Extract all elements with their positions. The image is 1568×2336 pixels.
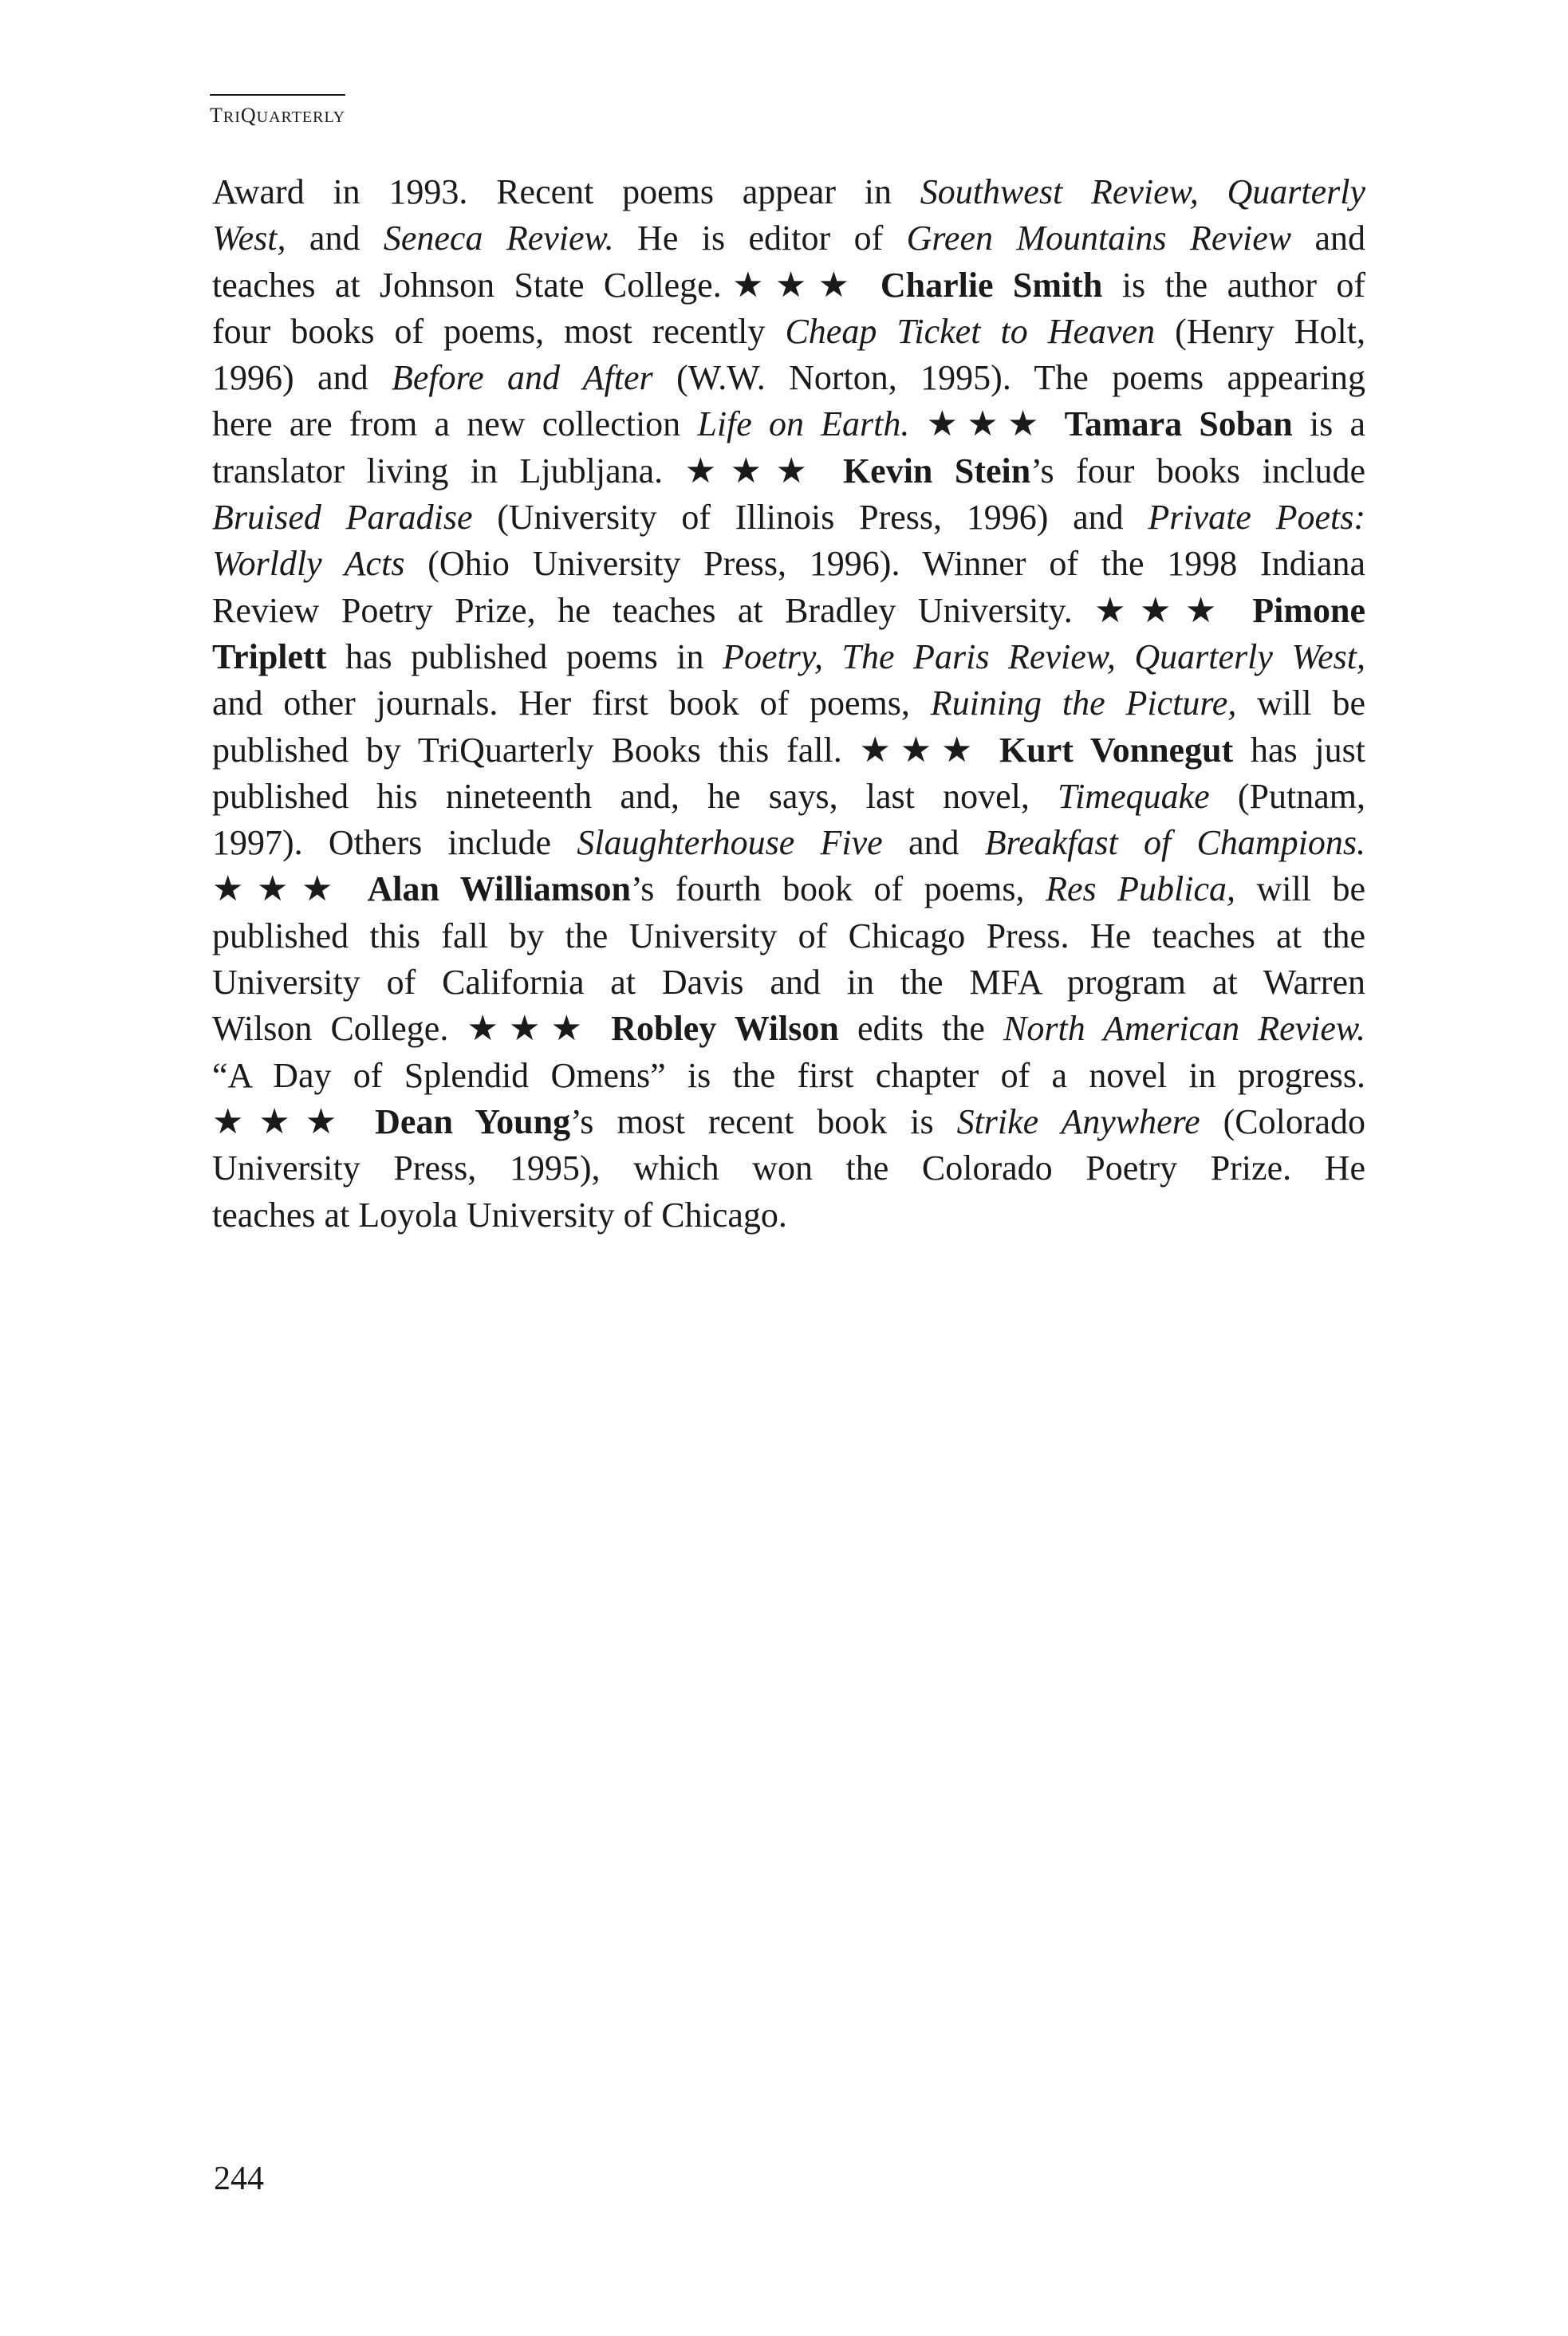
running-head <box>210 94 345 128</box>
title-italic: Green Mountains Review <box>906 219 1292 258</box>
text-run: is the author of <box>1102 265 1365 305</box>
text-run: has published poems in <box>326 636 723 676</box>
title-italic: Timequake <box>1058 776 1210 816</box>
text-run: 1997). Others include <box>212 823 577 863</box>
text-run: and <box>882 823 985 863</box>
contributor-name: Kevin Stein <box>842 451 1031 490</box>
text-run: Review Poetry Prize, he teaches at Bradley University. <box>212 590 1095 630</box>
star-separator-icon: ★★★ <box>926 404 1048 444</box>
title-italic: Breakfast of Champions. <box>984 823 1365 863</box>
title-italic: Slaughterhouse Five <box>577 823 883 863</box>
running-head-q: Q <box>240 104 257 127</box>
text-run: published by TriQuarterly Books this fall. <box>212 730 860 770</box>
text-line <box>212 1192 1365 1239</box>
text-run: Wilson College. <box>212 1009 467 1049</box>
text-run: ’s fourth book of poems, <box>631 869 1046 909</box>
text-line <box>212 774 1365 820</box>
text-line <box>212 541 1365 587</box>
contributor-name: Robley Wilson <box>611 1009 839 1049</box>
text-run: four books of poems, most recently <box>212 311 786 351</box>
star-separator-icon: ★★★ <box>1094 590 1231 630</box>
contributor-name: Triplett <box>212 636 327 676</box>
title-italic: West, <box>212 219 286 258</box>
contributor-name: Kurt Vonnegut <box>999 730 1234 770</box>
text-line <box>212 588 1365 634</box>
text-run: University Press, 1995), which won the Colorado Poetry Prize. He <box>212 1148 1365 1188</box>
text-run: (W.W. Norton, 1995). The poems appearing <box>652 358 1365 398</box>
star-separator-icon: ★★★ <box>721 265 861 305</box>
text-line <box>212 866 1365 912</box>
text-line <box>212 913 1365 959</box>
text-run: translator living in Ljubljana. <box>212 451 685 490</box>
text-run <box>352 1102 375 1141</box>
text-run: Award in 1993. Recent poems appear in <box>212 172 920 211</box>
text-run: is a <box>1292 404 1366 444</box>
text-run: He is editor of <box>613 219 907 258</box>
text-run <box>1047 404 1064 443</box>
contributor-notes-text <box>212 169 1365 1239</box>
text-run: (University of Illinois Press, 1996) and <box>472 498 1148 538</box>
contributor-name: Charlie Smith <box>880 265 1103 305</box>
text-run: will be <box>1235 869 1366 909</box>
text-run: published this fall by the University of Chicago Press. He teaches at the <box>212 916 1365 955</box>
title-italic: Res Publica, <box>1046 869 1235 909</box>
text-line <box>212 355 1365 401</box>
text-run: (Ohio University Press, 1996). Winner of the 1998 Indiana <box>404 544 1365 584</box>
text-line <box>212 959 1365 1006</box>
text-run: has just <box>1233 730 1365 770</box>
text-line <box>212 680 1365 727</box>
text-run <box>821 451 843 490</box>
text-run: edits the <box>838 1009 1004 1049</box>
text-run: (Henry Holt, <box>1155 311 1365 351</box>
text-run: and other journals. Her first book of poems, <box>212 683 931 723</box>
text-line <box>212 215 1365 262</box>
text-run: University of California at Davis and in the MFA program at Warren <box>212 963 1365 1003</box>
text-run: “A Day of Splendid Omens” is the first chapter of a novel in progress. <box>212 1055 1365 1095</box>
text-line <box>212 448 1365 494</box>
text-line <box>212 494 1365 541</box>
text-line <box>212 262 1365 309</box>
text-run: and <box>286 219 384 258</box>
text-run: 1996) and <box>212 358 392 398</box>
contributor-name: Pimone <box>1252 590 1366 630</box>
title-italic: Before and After <box>392 358 653 398</box>
text-run <box>346 869 368 908</box>
text-line <box>212 1145 1365 1192</box>
title-italic: Ruining the Picture, <box>930 683 1237 723</box>
title-italic: Bruised Paradise <box>212 498 473 538</box>
text-line <box>212 727 1365 774</box>
running-head-initial: T <box>210 104 223 127</box>
contributor-name: Alan Williamson <box>367 869 632 909</box>
text-run <box>861 266 880 305</box>
title-italic: Southwest Review, Quarterly <box>920 172 1366 211</box>
title-italic: Strike Anywhere <box>956 1101 1200 1141</box>
text-run: teaches at Loyola University of Chicago. <box>212 1195 787 1235</box>
title-italic: Private Poets: <box>1148 498 1365 538</box>
title-italic: Poetry, The Paris Review, Quarterly West, <box>723 636 1366 676</box>
title-italic: Worldly Acts <box>212 544 405 584</box>
star-separator-icon: ★★★ <box>212 1101 353 1141</box>
title-italic: Cheap Ticket to Heaven <box>785 311 1156 351</box>
text-line <box>212 401 1365 447</box>
text-run <box>982 731 999 770</box>
contributor-name: Tamara Soban <box>1064 404 1293 444</box>
text-line <box>212 634 1365 680</box>
title-italic: Life on Earth. <box>697 404 910 444</box>
text-run: (Colorado <box>1200 1101 1366 1141</box>
text-run <box>593 1009 611 1048</box>
text-run <box>1231 591 1252 630</box>
running-head-smallcaps-2: UARTERLY <box>256 108 346 126</box>
star-separator-icon: ★★★ <box>467 1009 593 1049</box>
text-run: ’s most recent book is <box>570 1101 957 1141</box>
page-number: 244 <box>214 2161 264 2197</box>
title-italic: Seneca Review. <box>383 219 614 258</box>
text-run: will be <box>1236 683 1365 723</box>
text-line <box>212 1006 1365 1052</box>
star-separator-icon: ★★★ <box>859 730 983 770</box>
text-run: here are from a new collection <box>212 404 698 444</box>
text-run: published his nineteenth and, he says, last novel, <box>212 776 1058 816</box>
contributor-name: Dean Young <box>375 1101 571 1141</box>
text-run: (Putnam, <box>1209 776 1365 816</box>
running-head-smallcaps-1: RI <box>223 108 241 126</box>
star-separator-icon: ★★★ <box>684 451 821 490</box>
text-run: ’s four books include <box>1030 451 1366 490</box>
text-line <box>212 1099 1365 1145</box>
text-run: and <box>1291 219 1366 258</box>
star-separator-icon: ★★★ <box>212 869 346 909</box>
text-line <box>212 1053 1365 1099</box>
text-run: teaches at Johnson State College. <box>212 265 722 305</box>
text-line <box>212 309 1365 355</box>
text-line <box>212 169 1365 215</box>
text-line <box>212 820 1365 866</box>
title-italic: North American Review. <box>1003 1009 1366 1049</box>
text-run <box>909 404 926 443</box>
